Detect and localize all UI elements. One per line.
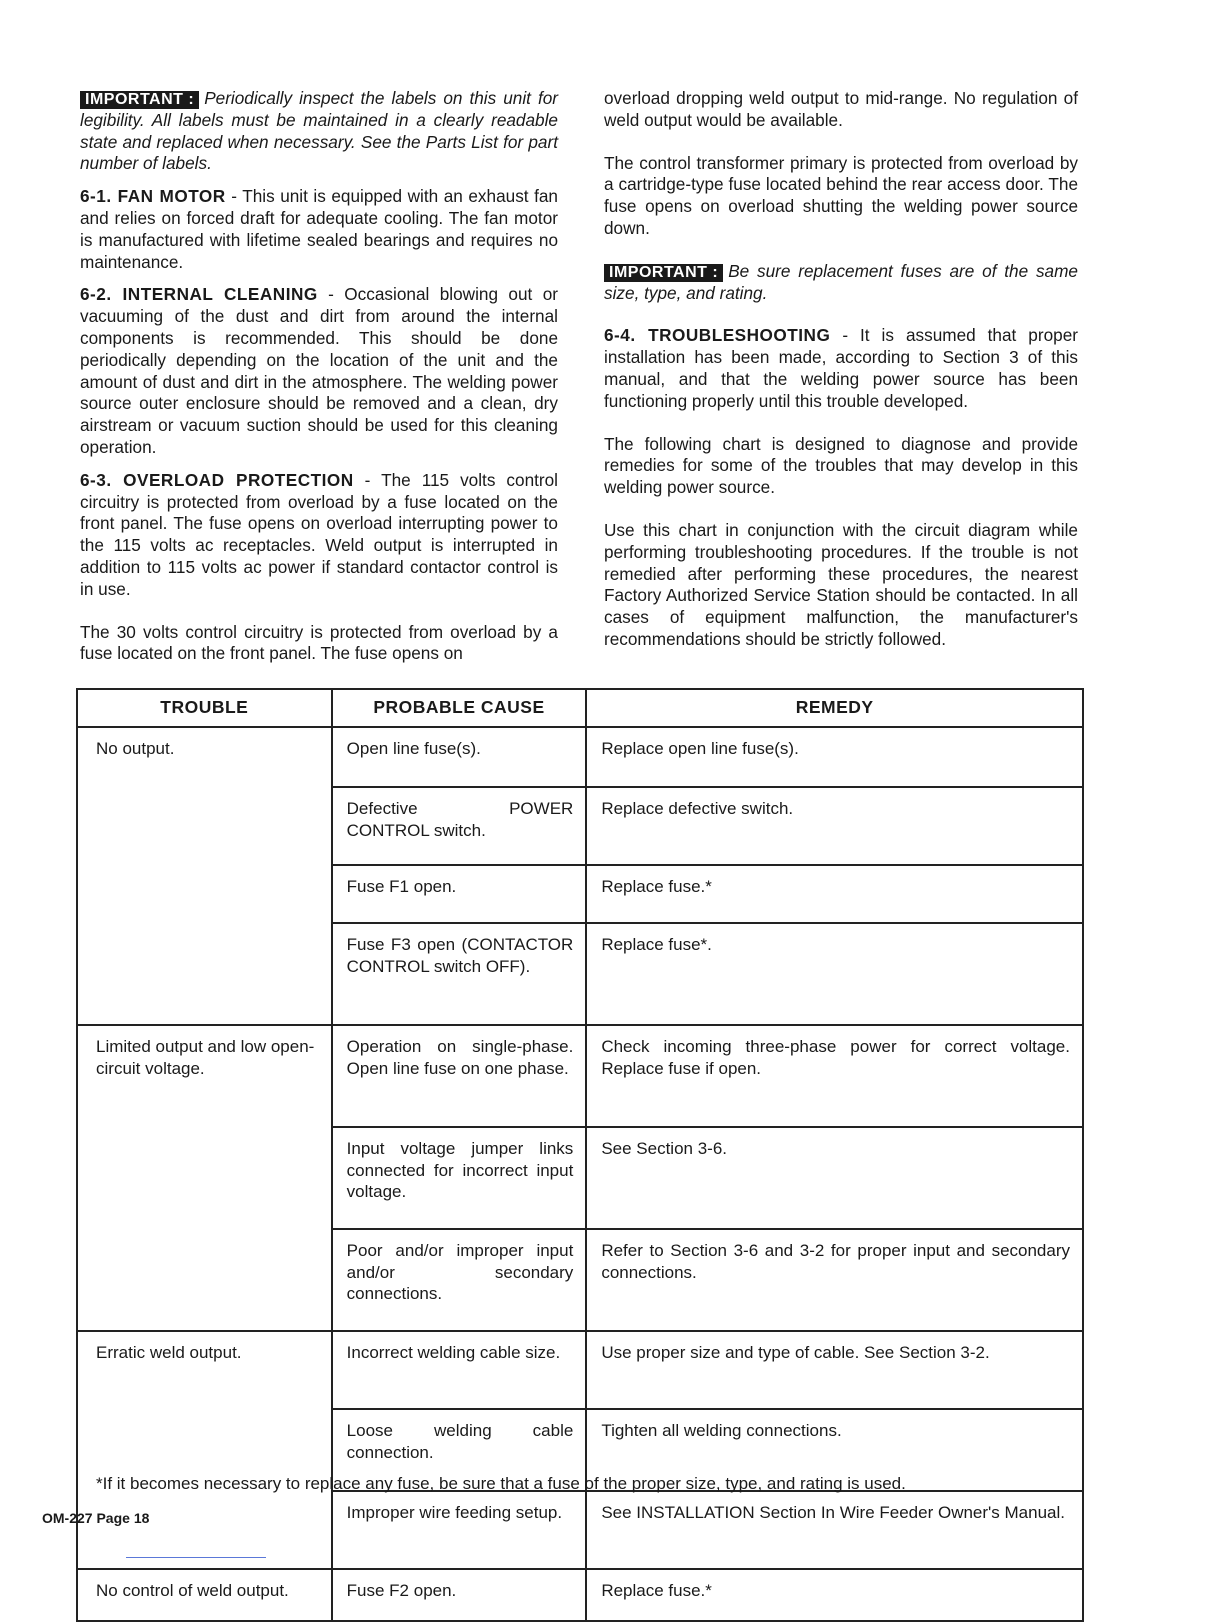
cause-cell: Fuse F2 open. [332, 1569, 587, 1621]
table-header-row [77, 689, 1083, 727]
cause-cell: Open line fuse(s). [332, 727, 587, 787]
section-6-1: 6-1. FAN MOTOR - This unit is equipped with an exhaust fan and relies on forced draft for adequate cooling. The fan motor is manufactured with lifetime sealed bearings and requires no maintenance. [80, 186, 558, 272]
remedy-cell: Use proper size and type of cable. See Section 3-2. [586, 1331, 1083, 1409]
section-6-3: 6-3. OVERLOAD PROTECTION - The 115 volts control circuitry is protected from overload by a fuse located on the front panel. The fuse opens on overload interrupting power to the 115 volts ac receptacles. Weld output is interrupted in addition to 115 volts ac power if standard contactor control is in use. [80, 469, 559, 599]
header-probable-cause: PROBABLE CAUSE [332, 689, 587, 727]
cause-cell: Fuse F1 open. [332, 865, 587, 923]
remedy-cell: Check incoming three-phase power for correct voltage. Replace fuse if open. [586, 1025, 1083, 1127]
section-heading: 6-2. INTERNAL CLEANING [80, 284, 318, 305]
paragraph-transformer: The control transformer primary is protected from overload by a cartridge-type fuse located behind the rear access door. The fuse opens on overload shutting the welding power source down. [604, 152, 1078, 238]
important-badge: IMPORTANT : [604, 264, 723, 282]
cause-cell: Operation on single-phase. Open line fuse on one phase. [332, 1025, 587, 1127]
remedy-cell: Refer to Section 3-6 and 3-2 for proper input and secondary connections. [586, 1229, 1083, 1331]
header-remedy: REMEDY [586, 689, 1083, 727]
left-column [80, 88, 558, 686]
table-row [77, 1569, 1083, 1621]
page-number: OM-227 Page 18 [42, 1510, 150, 1526]
trouble-cell: Limited output and low open-circuit voltage. [77, 1025, 332, 1331]
footnote: *If it becomes necessary to replace any fuse, be sure that a fuse of the proper size, type, and rating is used. [96, 1474, 906, 1493]
section-heading: 6-4. TROUBLESHOOTING [604, 325, 831, 346]
table-row [77, 727, 1083, 787]
cause-cell: Improper wire feeding setup. [332, 1491, 587, 1569]
remedy-cell: See INSTALLATION Section In Wire Feeder Owner's Manual. [586, 1491, 1083, 1569]
cause-cell: Input voltage jumper links connected for incorrect input voltage. [332, 1127, 587, 1229]
trouble-cell: No control of weld output. [77, 1569, 332, 1621]
remedy-cell: Replace fuse.* [586, 865, 1083, 923]
important-badge: IMPORTANT : [80, 91, 199, 109]
trouble-cell: No output. [77, 727, 332, 1025]
important-note-left: IMPORTANT : Periodically inspect the labels on this unit for legibility. All labels must be maintained in a clearly readable state and replaced when necessary. See the Parts List for part number of labels. [80, 88, 558, 174]
important-note-right: IMPORTANT : Be sure replacement fuses are of the same size, type, and rating. [604, 260, 1078, 303]
paragraph-continued: overload dropping weld output to mid-range. No regulation of weld output would be available. [604, 88, 1078, 130]
cause-cell: Incorrect welding cable size. [332, 1331, 587, 1409]
header-trouble: TROUBLE [77, 689, 332, 727]
remedy-cell: Tighten all welding connections. [586, 1409, 1083, 1491]
section-heading: 6-3. OVERLOAD PROTECTION [80, 469, 354, 490]
remedy-cell: Replace fuse.* [586, 1569, 1083, 1621]
right-column [604, 88, 1078, 672]
table-row [77, 1025, 1083, 1127]
cause-cell: Defective POWER CONTROL switch. [332, 787, 587, 865]
cause-cell: Fuse F3 open (CONTACTOR CONTROL switch OFF). [332, 923, 587, 1025]
remedy-cell: Replace open line fuse(s). [586, 727, 1083, 787]
trouble-cell: Erratic weld output. [77, 1331, 332, 1569]
cause-cell: Loose welding cable connection. [332, 1409, 587, 1491]
section-heading: 6-1. FAN MOTOR [80, 186, 226, 207]
paragraph-use: Use this chart in conjunction with the circuit diagram while performing troubleshooting procedures. If the trouble is not remedied after performing these procedures, the nearest Factory Authorized Service Station should be contacted. In all cases of equipment malfunction, the manufacturer's recommendations should be strictly followed. [604, 519, 1078, 649]
table-row [77, 1331, 1083, 1409]
section-6-2: 6-2. INTERNAL CLEANING - Occasional blowing out or vacuuming of the dust and dirt from around the internal components is recommended. This should be done periodically depending on the location of the unit and the amount of dust and dirt in the atmosphere. The welding power source outer enclosure should be removed and a clean, dry airstream or vacuum suction should be used for this cleaning operation. [80, 284, 558, 457]
paragraph-chart: The following chart is designed to diagnose and provide remedies for some of the troubles that may develop in this welding power source. [604, 433, 1078, 498]
remedy-cell: See Section 3-6. [586, 1127, 1083, 1229]
cause-cell: Poor and/or improper input and/or secondary connections. [332, 1229, 587, 1331]
remedy-cell: Replace defective switch. [586, 787, 1083, 865]
divider [126, 1557, 266, 1558]
section-6-4: 6-4. TROUBLESHOOTING - It is assumed that proper installation has been made, according to Section 3 of this manual, and that the welding power source has been functioning properly until this trouble developed. [604, 325, 1078, 411]
paragraph-30v: The 30 volts control circuitry is protected from overload by a fuse located on the front panel. The fuse opens on [80, 621, 558, 664]
remedy-cell: Replace fuse*. [586, 923, 1083, 1025]
